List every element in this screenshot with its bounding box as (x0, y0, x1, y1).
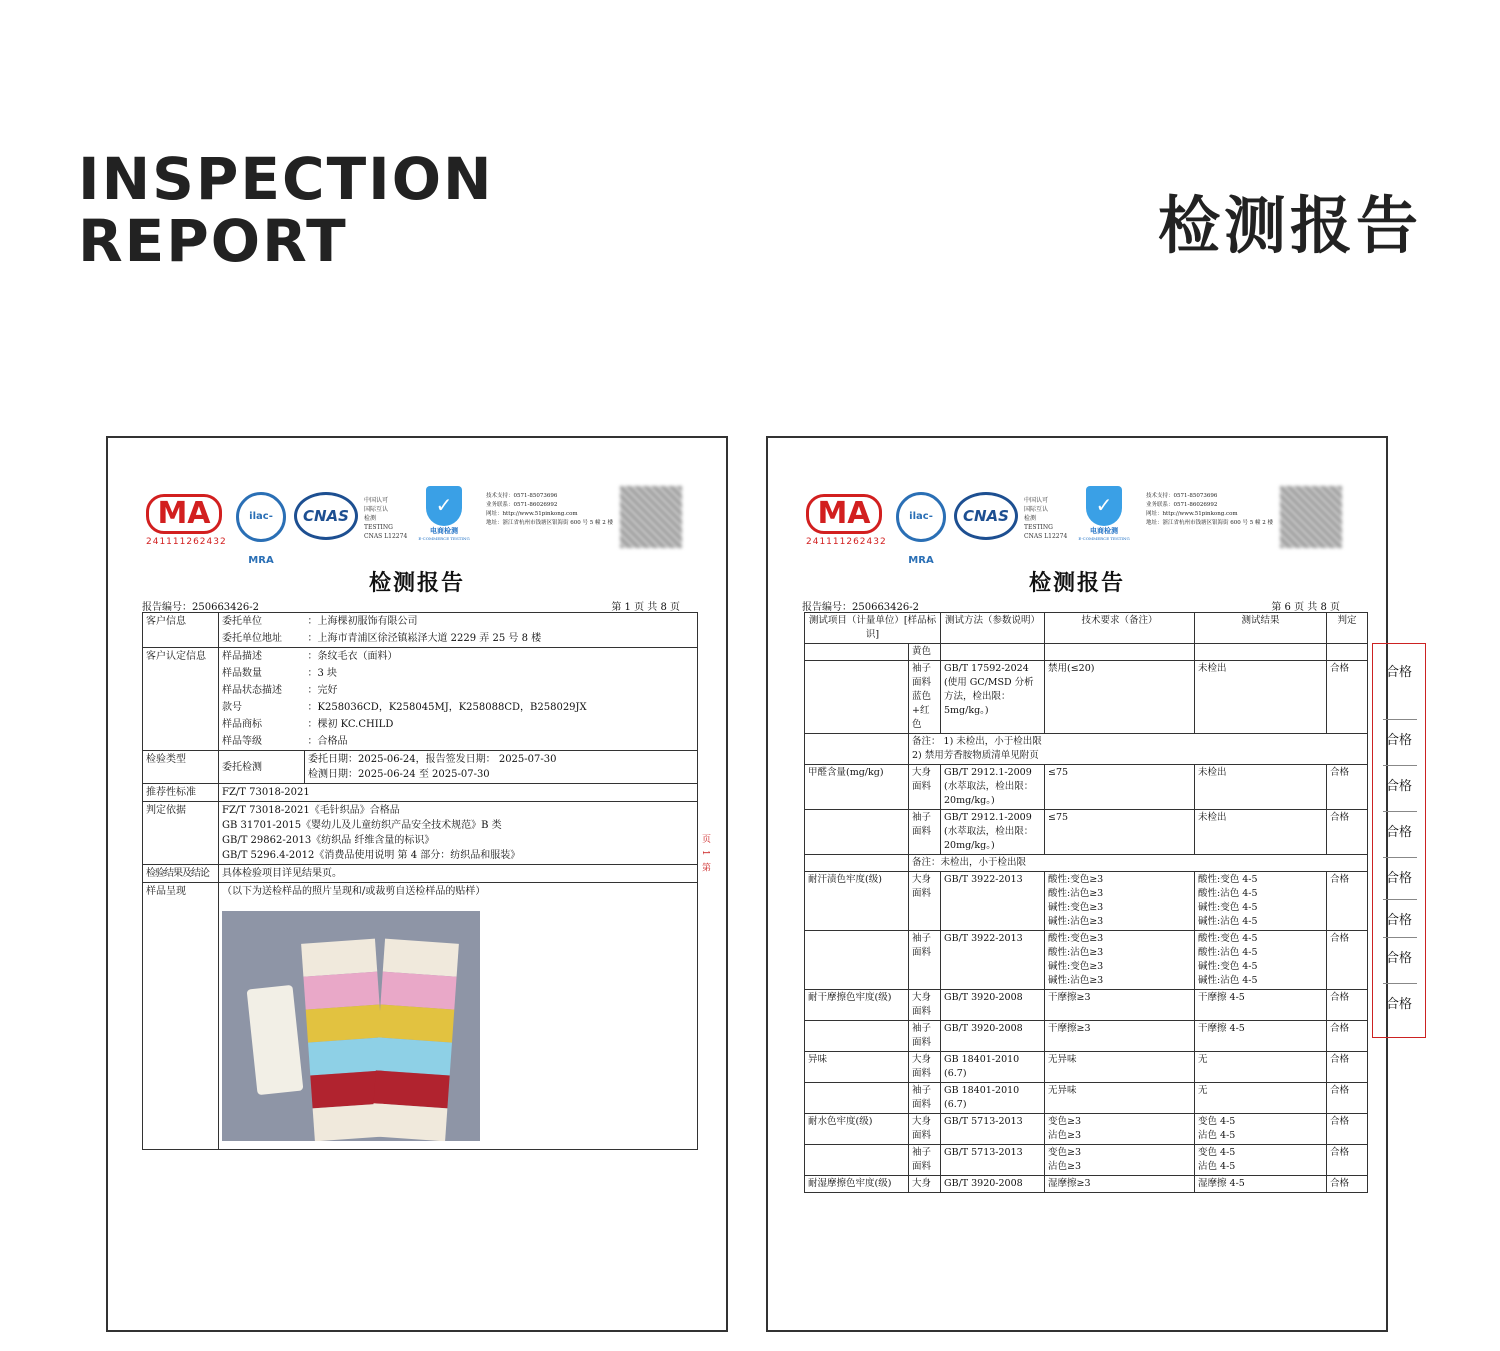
cell-item (805, 1021, 909, 1052)
contact-line: 业务联系：0571-86026992 (486, 502, 558, 508)
cell-result: 干摩擦 4-5 (1195, 990, 1327, 1021)
cell-req: 酸性:变色≥3 酸性:沾色≥3 碱性:变色≥3 碱性:沾色≥3 (1045, 931, 1195, 990)
table-row (143, 751, 698, 784)
cell-judge: 合格 (1327, 1052, 1368, 1083)
white-fabric-swatch (247, 985, 304, 1095)
basis-list (219, 802, 698, 865)
cnas-text-line: CNAS L12274 (1024, 533, 1068, 540)
cell-result: 酸性:变色 4-5 酸性:沾色 4-5 碱性:变色 4-5 碱性:沾色 4-5 (1195, 931, 1327, 990)
basis-line: GB/T 29862-2013《纺织品 纤维含量的标识》 (222, 835, 435, 846)
contact-line: 技术支持：0571-85073696 (486, 493, 558, 499)
cell-judge: 合格 (1327, 1114, 1368, 1145)
field-label: 样品等级 (219, 733, 305, 751)
sample-photo (222, 911, 480, 1141)
cell-item: 耐水色牢度(级) (805, 1114, 909, 1145)
table-row (805, 1083, 1368, 1114)
cell-part: 大身面料 (909, 1052, 941, 1083)
cell-part: 袖子面料 (909, 810, 941, 855)
pass-annotation: 合格 (1385, 997, 1412, 1012)
cnas-logo: CNAS (954, 492, 1018, 540)
field-label: 委托单位地址 (219, 630, 305, 648)
table-row (143, 716, 698, 733)
pass-annotation: 合格 (1385, 951, 1412, 966)
sample-show-note: （以下为送检样品的照片呈现和/或裁剪自送检样品的贴样） (222, 886, 486, 897)
cell-part: 袖子面料 (909, 931, 941, 990)
field-label: 样品描述 (222, 651, 262, 662)
cell-method: GB/T 2912.1-2009 (水萃取法，检出限：20mg/kg。) (941, 765, 1045, 810)
table-row (805, 855, 1368, 872)
table-row (143, 630, 698, 648)
cell-item (805, 661, 909, 734)
table-row (805, 1052, 1368, 1083)
report-meta (802, 598, 1340, 613)
cell-method: GB 18401-2010 (6.7) (941, 1083, 1045, 1114)
cell-result: 未检出 (1195, 765, 1327, 810)
ilac-logo: ilac-MRA (236, 492, 286, 542)
cnas-text-line: CNAS L12274 (364, 533, 408, 540)
logo-bar (806, 486, 1366, 566)
table-row (143, 802, 698, 865)
cell-method (941, 644, 1045, 661)
cell-judge: 合格 (1327, 765, 1368, 810)
cnas-text-line: TESTING (1024, 524, 1053, 531)
results-table (804, 612, 1368, 1193)
contact-info (1146, 492, 1276, 528)
table-row (143, 665, 698, 682)
field-value: 具体检验项目详见结果页。 (219, 865, 698, 883)
cnas-text-line: 国际互认 (364, 506, 389, 513)
table-row (143, 682, 698, 699)
table-row (805, 734, 1368, 765)
cell-req: 禁用(≤20) (1045, 661, 1195, 734)
field-value: ：3 块 (305, 665, 698, 682)
pass-annotation: 合格 (1385, 825, 1412, 840)
cell-item (805, 810, 909, 855)
doc-title: 检测报告 (368, 571, 465, 596)
report-meta (142, 598, 680, 613)
note-cell: 备注： 1) 未检出，小于检出限 2) 禁用芳香胺物质清单见附页 (909, 734, 1368, 765)
table-row (805, 1176, 1368, 1193)
field-value: ：完好 (305, 682, 698, 699)
table-row (143, 613, 698, 631)
table-row (805, 1021, 1368, 1052)
cell-part: 大身面料 (909, 872, 941, 931)
table-row (805, 1114, 1368, 1145)
cell-item (805, 1145, 909, 1176)
field-value: ：棵初 KC.CHILD (305, 716, 698, 733)
field-value: ：上海市青浦区徐泾镇崧泽大道 2229 弄 25 号 8 楼 (305, 630, 698, 648)
pass-annotation: 合格 (1385, 913, 1412, 928)
cell-item (805, 644, 909, 661)
report-number: 报告编号：250663426-2 (142, 602, 260, 613)
field-label: 样品状态描述 (222, 685, 282, 696)
empty-cell (805, 734, 909, 765)
report-number: 报告编号：250663426-2 (802, 602, 920, 613)
table-row (805, 810, 1368, 855)
pass-divider (1383, 857, 1417, 858)
row-label: 客户认定信息 (143, 648, 219, 751)
cell-method: GB/T 5713-2013 (941, 1145, 1045, 1176)
row-label: 样品呈现 (143, 883, 219, 1150)
pass-annotation: 合格 (1385, 733, 1412, 748)
table-row (805, 765, 1368, 810)
doc-title: 检测报告 (1028, 571, 1125, 596)
ecom-testing-logo (1076, 486, 1132, 541)
table-row (805, 990, 1368, 1021)
striped-fabric-swatch (371, 939, 459, 1141)
cell-part: 大身面料 (909, 1114, 941, 1145)
table-row (143, 699, 698, 716)
field-value: FZ/T 73018-2021 (219, 784, 698, 802)
contact-line: 网址：http://www.51pinkong.com (486, 511, 578, 517)
contact-info (486, 492, 616, 528)
field-value: 委托检测 (219, 751, 305, 784)
cell-judge: 合格 (1327, 1176, 1368, 1193)
cell-part: 大身面料 (909, 765, 941, 810)
cell-req: ≤75 (1045, 810, 1195, 855)
cnas-text-line: TESTING (364, 524, 393, 531)
cnas-text-line: 中国认可 (1024, 497, 1049, 504)
cell-item: 异味 (805, 1052, 909, 1083)
date-line: 检测日期：2025-06-24 至 2025-07-30 (308, 769, 490, 780)
cell-judge: 合格 (1327, 872, 1368, 931)
field-label: 样品数量 (222, 668, 262, 679)
header-cn-title: 检测报告 (1157, 189, 1422, 262)
column-header: 测试项目（计量单位）[样品标识] (805, 613, 941, 644)
cell-judge: 合格 (1327, 1021, 1368, 1052)
cell-result: 无 (1195, 1052, 1327, 1083)
contact-line: 业务联系：0571-86026992 (1146, 502, 1218, 508)
table-row (143, 784, 698, 802)
cma-logo (806, 494, 886, 547)
cell-method: GB/T 3920-2008 (941, 1021, 1045, 1052)
cell-judge (1327, 644, 1368, 661)
row-label: 客户信息 (143, 613, 219, 648)
field-label: 委托单位 (219, 613, 305, 631)
field-label: 样品商标 (222, 719, 262, 730)
table-row (805, 644, 1368, 661)
basis-line: FZ/T 73018-2021《毛针织品》合格品 (222, 805, 400, 816)
cell-part: 袖子面料 (909, 1145, 941, 1176)
pass-divider (1383, 937, 1417, 938)
basis-line: GB 31701-2015《婴幼儿及儿童纺织产品安全技术规范》B 类 (222, 820, 502, 831)
cell-req: 无异味 (1045, 1052, 1195, 1083)
cnas-text-line: 检测 (1024, 515, 1037, 522)
cell-judge: 合格 (1327, 661, 1368, 734)
row-label: 推荐性标准 (143, 784, 219, 802)
column-header: 判定 (1327, 613, 1368, 644)
cnas-text (1024, 496, 1074, 541)
cma-mark: MA (146, 494, 222, 534)
pass-annotation: 合格 (1385, 871, 1412, 886)
report-page-1 (106, 436, 728, 1332)
dates (305, 751, 698, 784)
contact-line: 技术支持：0571-85073696 (1146, 493, 1218, 499)
cell-judge: 合格 (1327, 1083, 1368, 1114)
cma-logo (146, 494, 226, 547)
ilac-logo: ilac-MRA (896, 492, 946, 542)
row-label: 判定依据 (143, 802, 219, 865)
cell-req: 变色≥3 沾色≥3 (1045, 1114, 1195, 1145)
pass-divider (1383, 983, 1417, 984)
cell-judge: 合格 (1327, 810, 1368, 855)
cell-method: GB/T 3920-2008 (941, 990, 1045, 1021)
ecom-en: E-COMMERCE TESTING (1078, 536, 1130, 541)
cnas-text-line: 检测 (364, 515, 377, 522)
qr-code-image (620, 486, 682, 548)
row-label: 检验结果及结论 (143, 865, 219, 883)
cnas-logo: CNAS (294, 492, 358, 540)
pass-annotation: 合格 (1385, 665, 1412, 680)
cell-method: GB/T 3922-2013 (941, 872, 1045, 931)
column-header: 测试方法（参数说明） (941, 613, 1045, 644)
cma-number: 241111262432 (806, 537, 887, 547)
basis-line: GB/T 5296.4-2012《消费品使用说明 第 4 部分：纺织品和服装》 (222, 850, 521, 861)
table-row (143, 865, 698, 883)
table-row (805, 1145, 1368, 1176)
field-label: 款号 (222, 702, 242, 713)
cell-result: 变色 4-5 沾色 4-5 (1195, 1145, 1327, 1176)
cell-result: 变色 4-5 沾色 4-5 (1195, 1114, 1327, 1145)
pass-annotation: 合格 (1385, 779, 1412, 794)
ecom-en: E-COMMERCE TESTING (418, 536, 470, 541)
sample-show-cell (219, 883, 698, 1150)
cell-req: ≤75 (1045, 765, 1195, 810)
header-en-line1: INSPECTION (78, 145, 494, 213)
ecom-testing-logo (416, 486, 472, 541)
field-value: ：上海棵初服饰有限公司 (305, 613, 698, 631)
cell-result: 未检出 (1195, 810, 1327, 855)
note-cell: 备注：未检出，小于检出限 (909, 855, 1368, 872)
cell-req: 无异味 (1045, 1083, 1195, 1114)
cell-method: GB/T 3920-2008 (941, 1176, 1045, 1193)
pass-divider (1383, 719, 1417, 720)
cell-judge: 合格 (1327, 990, 1368, 1021)
cell-req: 酸性:变色≥3 酸性:沾色≥3 碱性:变色≥3 碱性:沾色≥3 (1045, 872, 1195, 931)
date-line: 委托日期：2025-06-24，报告签发日期： 2025-07-30 (308, 754, 557, 765)
table-row (805, 931, 1368, 990)
cnas-text (364, 496, 414, 541)
cell-req (1045, 644, 1195, 661)
cell-result: 未检出 (1195, 661, 1327, 734)
pass-divider (1383, 765, 1417, 766)
cell-part: 袖子面料 (909, 1021, 941, 1052)
contact-line: 网址：http://www.51pinkong.com (1146, 511, 1238, 517)
cell-item (805, 931, 909, 990)
cell-part: 袖子面料蓝色+红色 (909, 661, 941, 734)
cell-req: 干摩擦≥3 (1045, 1021, 1195, 1052)
header-en-line2: REPORT (78, 207, 348, 275)
cell-item: 耐湿摩擦色牢度(级) (805, 1176, 909, 1193)
column-header: 测试结果 (1195, 613, 1327, 644)
shield-check-icon: ✓ (1086, 486, 1122, 526)
table-row (143, 733, 698, 751)
cnas-text-line: 中国认可 (364, 497, 389, 504)
cell-method: GB 18401-2010 (6.7) (941, 1052, 1045, 1083)
report-page-6 (766, 436, 1412, 1332)
table-row (805, 872, 1368, 931)
table-row (805, 661, 1368, 734)
cma-number: 241111262432 (146, 537, 227, 547)
field-value: ：条纹毛衣（面料） (305, 648, 698, 666)
cell-part: 袖子面料 (909, 1083, 941, 1114)
column-header: 技术要求（备注） (1045, 613, 1195, 644)
pass-divider (1383, 899, 1417, 900)
cell-result: 湿摩擦 4-5 (1195, 1176, 1327, 1193)
ecom-cn: 电商检测 (430, 526, 458, 535)
cell-part: 大身面料 (909, 990, 941, 1021)
cell-item: 耐汗渍色牢度(级) (805, 872, 909, 931)
cell-part: 大身 (909, 1176, 941, 1193)
cell-req: 变色≥3 沾色≥3 (1045, 1145, 1195, 1176)
cell-item: 耐干摩擦色牢度(级) (805, 990, 909, 1021)
table-row (143, 883, 698, 1150)
cell-part: 黄色 (909, 644, 941, 661)
contact-line: 地址：浙江省杭州市钱塘区银海街 600 号 5 幢 2 楼 (1146, 520, 1273, 526)
qr-code-image (1280, 486, 1342, 548)
cell-method: GB/T 3922-2013 (941, 931, 1045, 990)
table-row (143, 648, 698, 666)
shield-check-icon: ✓ (426, 486, 462, 526)
cnas-text-line: 国际互认 (1024, 506, 1049, 513)
cell-result: 干摩擦 4-5 (1195, 1021, 1327, 1052)
cell-item (805, 1083, 909, 1114)
page-info: 第 1 页 共 8 页 (611, 602, 680, 613)
cell-method: GB/T 5713-2013 (941, 1114, 1045, 1145)
cma-mark: MA (806, 494, 882, 534)
cell-result: 酸性:变色 4-5 酸性:沾色 4-5 碱性:变色 4-5 碱性:沾色 4-5 (1195, 872, 1327, 931)
cell-judge: 合格 (1327, 1145, 1368, 1176)
page-info: 第 6 页 共 8 页 (1271, 602, 1340, 613)
cell-result: 无 (1195, 1083, 1327, 1114)
pass-annotation-column (1373, 643, 1425, 1036)
contact-line: 地址：浙江省杭州市钱塘区银海街 600 号 5 幢 2 楼 (486, 520, 613, 526)
ecom-cn: 电商检测 (1090, 526, 1118, 535)
cell-judge: 合格 (1327, 931, 1368, 990)
table-header-row (805, 613, 1368, 644)
pass-divider (1383, 811, 1417, 812)
header-en-title (78, 145, 494, 275)
cell-result (1195, 644, 1327, 661)
report-info-table (142, 612, 698, 1150)
cell-req: 干摩擦≥3 (1045, 990, 1195, 1021)
field-value: ：合格品 (305, 733, 698, 751)
field-value: ：K258036CD，K258045MJ，K258088CD，B258029JX (305, 699, 698, 716)
cell-req: 湿摩擦≥3 (1045, 1176, 1195, 1193)
cell-method: GB/T 17592-2024 (使用 GC/MSD 分析方法，检出限：5mg/kg。) (941, 661, 1045, 734)
cell-method: GB/T 2912.1-2009 (水萃取法，检出限：20mg/kg。) (941, 810, 1045, 855)
logo-bar (146, 486, 706, 566)
empty-cell (805, 855, 909, 872)
row-label: 检验类型 (143, 751, 219, 784)
cell-item: 甲醛含量(mg/kg) (805, 765, 909, 810)
page-stamp: 页 1 第 (700, 834, 710, 874)
